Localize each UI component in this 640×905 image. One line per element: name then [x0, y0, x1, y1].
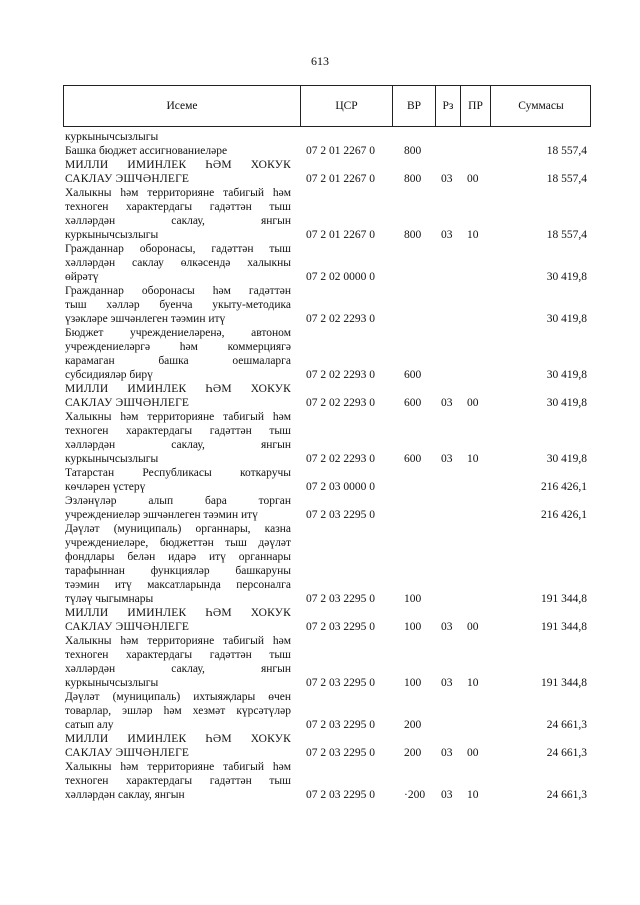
row-name-line: тарафыннан функцияләр башкаруны: [65, 565, 291, 577]
row-name-line: Дәүләт (муниципаль) ихтыяҗлары өчен: [65, 691, 291, 703]
row-name-line: Халыкны һәм территорияне табигый һәм: [65, 411, 291, 423]
row-name-line: Эзләнүләр алып бара торган: [65, 495, 291, 507]
table-row: [63, 732, 591, 760]
row-sum: 24 661,3: [546, 789, 587, 801]
row-name-line: хәлләрдән саклау, янгын: [65, 663, 291, 675]
row-name-line: хәлләрдән саклау, янгын: [65, 789, 185, 801]
row-name: [63, 760, 291, 802]
row-name-line: учреждениеләргә һәм коммерциягә: [65, 341, 291, 353]
row-name-line: фондлары белән идарә итү органнары: [65, 551, 291, 563]
row-vr: 100: [404, 593, 422, 605]
row-rz: 03: [441, 173, 453, 185]
row-rz: 03: [441, 621, 453, 633]
row-csr: 07 2 03 2295 0: [306, 677, 375, 689]
row-name-line: үзәкләре эшчәнлеген тәэмин итү: [65, 313, 226, 325]
row-name: [63, 494, 291, 522]
row-csr: 07 2 01 2267 0: [306, 145, 375, 157]
row-name-line: Халыкны һәм территорияне табигый һәм: [65, 635, 291, 647]
row-name-line: хәлләрдән саклау, янгын: [65, 215, 291, 227]
row-name-line: Дәүләт (муниципаль) органнары, казна: [65, 523, 291, 535]
row-pr: 10: [467, 453, 479, 465]
row-name: [63, 732, 291, 760]
row-name-line: хәлләрдән саклау, янгын: [65, 439, 291, 451]
row-rz: 03: [441, 229, 453, 241]
row-name: [63, 634, 291, 690]
row-name-line: тәэмин итү максатларында персоналга: [65, 579, 291, 591]
row-name-line: Башка бюджет ассигнованиеләре: [65, 145, 228, 157]
row-vr: 100: [404, 621, 422, 633]
row-name-line: техноген характердагы гадәттән тыш: [65, 201, 291, 213]
table-body: [63, 130, 591, 802]
row-name-line: куркынычсызлыгы: [65, 453, 159, 465]
row-vr: ·200: [404, 789, 426, 801]
row-name-line: куркынычсызлыгы: [65, 131, 159, 143]
row-sum: 191 344,8: [541, 621, 587, 633]
row-vr: 600: [404, 453, 422, 465]
row-sum: 30 419,8: [546, 453, 587, 465]
row-name-line: МИЛЛИ ИМИНЛЕК ҺӘМ ХОКУК: [65, 159, 291, 171]
row-pr: 00: [467, 173, 479, 185]
row-name-line: Гражданнар оборонасы, гадәттән тыш: [65, 243, 291, 255]
row-name-line: техноген характердагы гадәттән тыш: [65, 775, 291, 787]
table-row: [63, 326, 591, 382]
row-name-line: МИЛЛИ ИМИНЛЕК ҺӘМ ХОКУК: [65, 383, 291, 395]
row-csr: 07 2 03 0000 0: [306, 481, 375, 493]
row-sum: 18 557,4: [546, 229, 587, 241]
row-sum: 18 557,4: [546, 173, 587, 185]
row-vr: 600: [404, 397, 422, 409]
row-sum: 30 419,8: [546, 271, 587, 283]
table-row: [63, 284, 591, 326]
row-pr: 00: [467, 397, 479, 409]
row-name: [63, 242, 291, 284]
row-name: [63, 382, 291, 410]
row-csr: 07 2 03 2295 0: [306, 509, 375, 521]
row-name: [63, 130, 291, 144]
row-vr: 800: [404, 229, 422, 241]
row-name-line: САКЛАУ ЭШЧӘНЛЕГЕ: [65, 173, 190, 185]
row-name-line: техноген характердагы гадәттән тыш: [65, 649, 291, 661]
table-row: [63, 186, 591, 242]
row-name-line: товарлар, эшләр һәм хезмәт күрсәтүләр: [65, 705, 291, 717]
row-name-line: Татарстан Республикасы коткаручы: [65, 467, 291, 479]
row-name: [63, 326, 291, 382]
row-name-line: САКЛАУ ЭШЧӘНЛЕГЕ: [65, 621, 190, 633]
row-name-line: хәлләрдән саклау өлкәсендә халыкны: [65, 257, 291, 269]
header-pr: ПР: [460, 86, 490, 126]
table-row: [63, 494, 591, 522]
row-csr: 07 2 02 2293 0: [306, 397, 375, 409]
row-csr: 07 2 03 2295 0: [306, 719, 375, 731]
header-csr: ЦСР: [300, 86, 392, 126]
row-csr: 07 2 03 2295 0: [306, 789, 375, 801]
row-sum: 30 419,8: [546, 313, 587, 325]
row-sum: 216 426,1: [541, 509, 587, 521]
row-name: [63, 144, 291, 158]
row-csr: 07 2 02 2293 0: [306, 369, 375, 381]
row-vr: 200: [404, 719, 422, 731]
table-row: [63, 522, 591, 606]
row-name-line: көчләрен үстерү: [65, 481, 146, 493]
row-vr: 100: [404, 677, 422, 689]
row-sum: 191 344,8: [541, 593, 587, 605]
row-name: [63, 410, 291, 466]
row-name-line: Бюджет учреждениеләренә, автоном: [65, 327, 291, 339]
header-vr: ВР: [392, 86, 435, 126]
row-name-line: тыш хәлләр буенча укыту-методика: [65, 299, 291, 311]
row-sum: 216 426,1: [541, 481, 587, 493]
row-name-line: учреждениеләре, бюджеттән тыш дәүләт: [65, 537, 291, 549]
row-pr: 10: [467, 229, 479, 241]
table-row: [63, 158, 591, 186]
header-name: Исеме: [166, 100, 198, 112]
row-rz: 03: [441, 453, 453, 465]
table-row: [63, 606, 591, 634]
table-row: [63, 690, 591, 732]
row-rz: 03: [441, 677, 453, 689]
row-vr: 800: [404, 173, 422, 185]
table-header: [63, 85, 591, 127]
row-sum: 18 557,4: [546, 145, 587, 157]
row-name-line: сатып алу: [65, 719, 114, 731]
row-name-line: субсидияләр бирү: [65, 369, 153, 381]
row-csr: 07 2 03 2295 0: [306, 621, 375, 633]
row-csr: 07 2 02 2293 0: [306, 313, 375, 325]
page-number: 613: [311, 54, 329, 68]
row-sum: 24 661,3: [546, 719, 587, 731]
table-row: [63, 130, 591, 144]
budget-table: [63, 85, 591, 802]
row-name-line: МИЛЛИ ИМИНЛЕК ҺӘМ ХОКУК: [65, 733, 291, 745]
row-name: [63, 690, 291, 732]
row-name-line: өйрәтү: [65, 271, 99, 283]
row-sum: 30 419,8: [546, 397, 587, 409]
table-row: [63, 242, 591, 284]
header-rz: Рз: [435, 86, 460, 126]
row-name-line: САКЛАУ ЭШЧӘНЛЕГЕ: [65, 747, 190, 759]
row-sum: 191 344,8: [541, 677, 587, 689]
row-name-line: учреждениеләр эшчәнлеген тәэмин итү: [65, 509, 258, 521]
row-name-line: карамаган башка оешмаларга: [65, 355, 291, 367]
header-sum: Суммасы: [490, 86, 591, 126]
row-name-line: куркынычсызлыгы: [65, 229, 159, 241]
row-vr: 800: [404, 145, 422, 157]
row-vr: 200: [404, 747, 422, 759]
row-name-line: Халыкны һәм территорияне табигый һәм: [65, 761, 291, 773]
table-row: [63, 144, 591, 158]
row-name: [63, 158, 291, 186]
table-row: [63, 466, 591, 494]
row-csr: 07 2 01 2267 0: [306, 173, 375, 185]
row-name-line: САКЛАУ ЭШЧӘНЛЕГЕ: [65, 397, 190, 409]
row-name: [63, 606, 291, 634]
row-vr: 600: [404, 369, 422, 381]
row-csr: 07 2 02 2293 0: [306, 453, 375, 465]
row-name-line: түләү чыгымнары: [65, 593, 154, 605]
row-csr: 07 2 03 2295 0: [306, 747, 375, 759]
row-name: [63, 522, 291, 606]
row-name-line: куркынычсызлыгы: [65, 677, 159, 689]
row-name: [63, 284, 291, 326]
table-row: [63, 634, 591, 690]
row-csr: 07 2 02 0000 0: [306, 271, 375, 283]
row-name: [63, 186, 291, 242]
row-rz: 03: [441, 789, 453, 801]
row-name-line: МИЛЛИ ИМИНЛЕК ҺӘМ ХОКУК: [65, 607, 291, 619]
row-name: [63, 466, 291, 494]
row-pr: 10: [467, 677, 479, 689]
row-pr: 10: [467, 789, 479, 801]
row-pr: 00: [467, 747, 479, 759]
row-sum: 30 419,8: [546, 369, 587, 381]
row-rz: 03: [441, 747, 453, 759]
row-csr: 07 2 01 2267 0: [306, 229, 375, 241]
table-row: [63, 760, 591, 802]
table-row: [63, 410, 591, 466]
row-name-line: Халыкны һәм территорияне табигый һәм: [65, 187, 291, 199]
row-pr: 00: [467, 621, 479, 633]
row-name-line: техноген характердагы гадәттән тыш: [65, 425, 291, 437]
row-name-line: Гражданнар оборонасы һәм гадәттән: [65, 285, 291, 297]
row-sum: 24 661,3: [546, 747, 587, 759]
row-rz: 03: [441, 397, 453, 409]
table-row: [63, 382, 591, 410]
row-csr: 07 2 03 2295 0: [306, 593, 375, 605]
